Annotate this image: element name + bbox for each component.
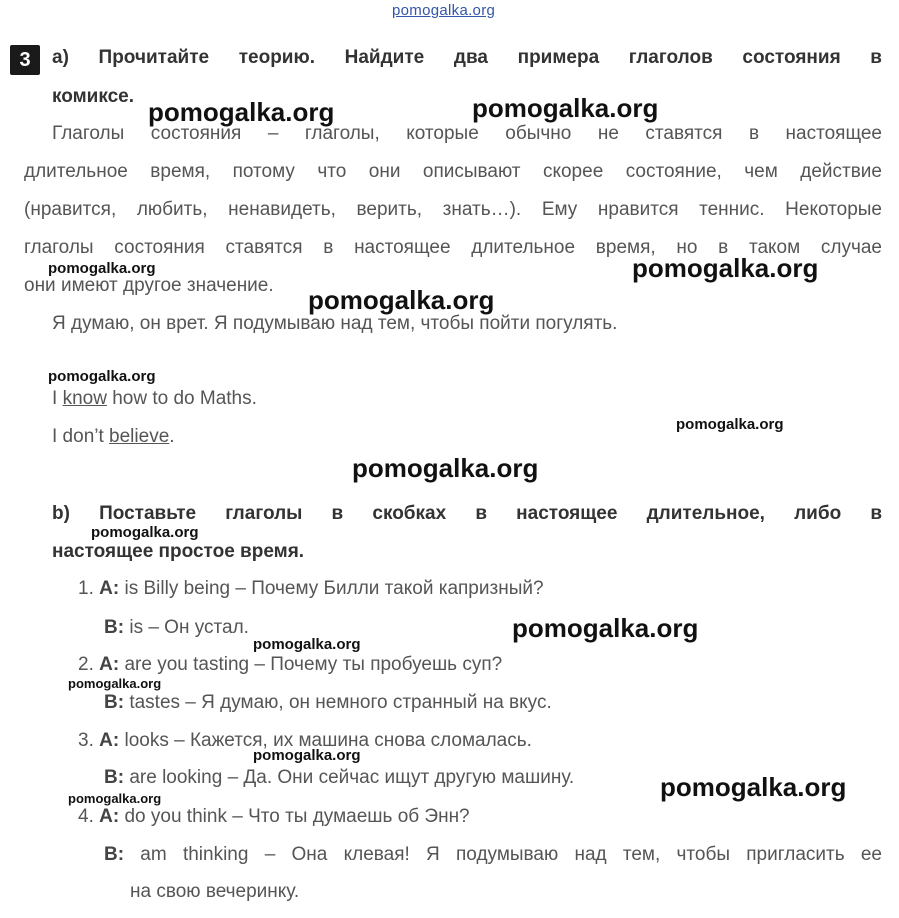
task-a-instruction-line2: комиксе. [52, 86, 135, 107]
answer-4-b-continued: на свою вечеринку. [130, 881, 300, 902]
watermark: pomogalka.org [48, 260, 156, 277]
task-b-instruction-line1: b) Поставьте глаголы в скобках в настоящее длительное, либо в [52, 503, 882, 524]
theory-line-2: длительное время, потому что они описывают скорее состояние, чем действие [24, 161, 882, 182]
watermark: pomogalka.org [68, 676, 162, 691]
watermark: pomogalka.org [91, 524, 199, 541]
task-b-instruction-line2: настоящее простое время. [52, 541, 305, 562]
watermark: pomogalka.org [68, 791, 162, 806]
answer-4-b: B: am thinking – Она клевая! Я подумываю над тем, чтобы пригласить ее [104, 844, 882, 865]
theory-example: Я думаю, он врет. Я подумываю над тем, чтобы пойти погулять. [52, 313, 618, 334]
answer-2-a: 2. A: are you tasting – Почему ты пробуешь суп? [78, 654, 503, 675]
underlined-word-believe: believe [109, 426, 170, 447]
answer-3-a: 3. A: looks – Кажется, их машина снова сломалась. [78, 730, 532, 751]
watermark: pomogalka.org [660, 772, 847, 802]
watermark: pomogalka.org [676, 416, 784, 433]
answer-1-b: B: is – Он устал. [104, 617, 249, 638]
answer-4-a: 4. A: do you think – Что ты думаешь об Энн? [78, 806, 470, 827]
underlined-word-know: know [62, 388, 107, 409]
theory-line-4: глаголы состояния ставятся в настоящее длительное время, но в таком случае [24, 237, 882, 258]
watermark: pomogalka.org [48, 368, 156, 385]
theory-line-1: Глаголы состояния – глаголы, которые обычно не ставятся в настоящее [52, 123, 882, 144]
exercise-number-badge: 3 [10, 45, 40, 75]
watermark: pomogalka.org [253, 636, 361, 653]
answer-2-b: B: tastes – Я думаю, он немного странный на вкус. [104, 692, 552, 713]
watermark: pomogalka.org [308, 285, 495, 315]
watermark: pomogalka.org [352, 453, 539, 483]
theory-line-3: (нравится, любить, ненавидеть, верить, знать…). Ему нравится теннис. Некоторые [24, 199, 882, 220]
site-header-link[interactable]: pomogalka.org [392, 2, 496, 19]
watermark: pomogalka.org [472, 93, 659, 123]
answer-1-a: 1. A: is Billy being – Почему Билли такой капризный? [78, 578, 544, 599]
watermark: pomogalka.org [512, 613, 699, 643]
answer-3-b: B: are looking – Да. Они сейчас ищут другую машину. [104, 767, 575, 788]
example-believe: I don’t believe. [52, 426, 175, 447]
theory-line-5: они имеют другое значение. [24, 275, 274, 296]
watermark: pomogalka.org [632, 253, 819, 283]
task-a-instruction-line1: a) Прочитайте теорию. Найдите два примера глаголов состояния в [52, 47, 882, 68]
example-know: I know how to do Maths. [52, 388, 257, 409]
watermark: pomogalka.org [148, 97, 335, 127]
watermark: pomogalka.org [253, 747, 361, 764]
